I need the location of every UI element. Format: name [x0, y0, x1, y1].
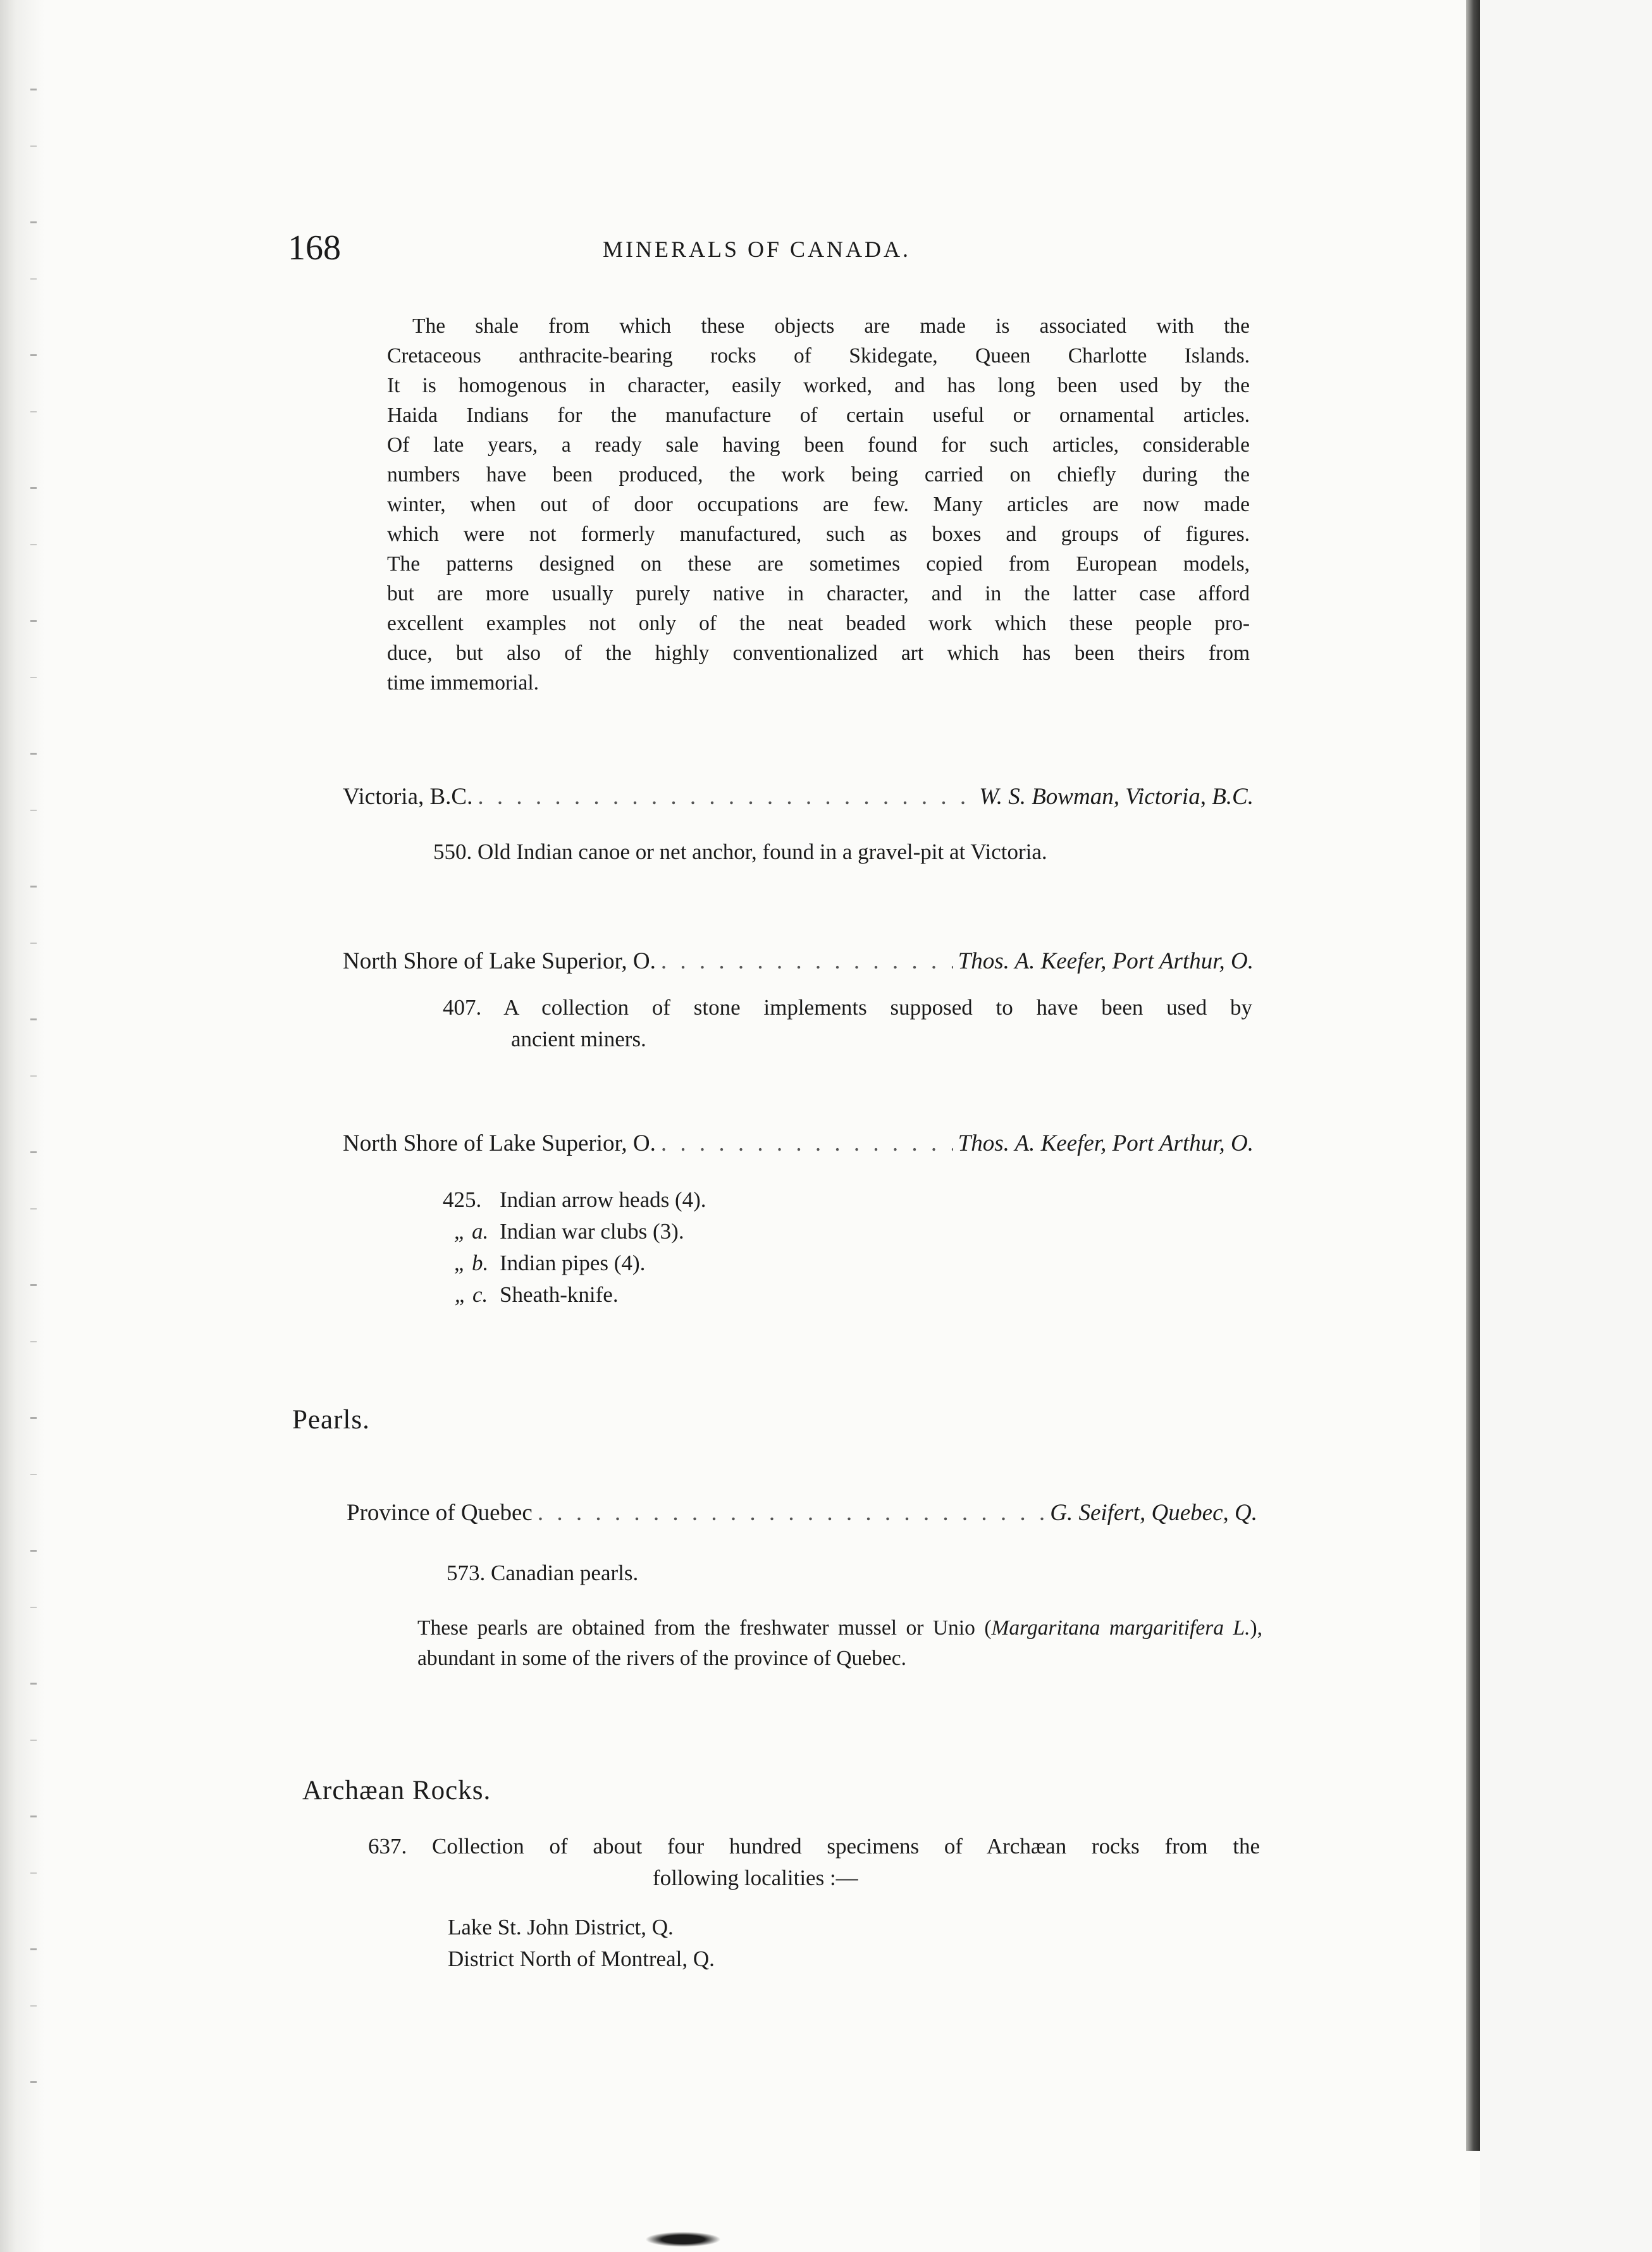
paragraph-line: The shale from which these objects are made is associated with the	[412, 314, 1250, 338]
list-item	[443, 1247, 706, 1279]
paragraph-line: The patterns designed on these are sometimes copied from European models,	[387, 552, 1250, 576]
locality-donor: Thos. A. Keefer, Port Arthur, O.	[958, 1130, 1254, 1156]
locality-donor: G. Seifert, Quebec, Q.	[1050, 1500, 1257, 1526]
locality-donor: W. S. Bowman, Victoria, B.C.	[979, 784, 1254, 810]
scan-facing-page	[1480, 0, 1652, 2252]
paragraph-line: time immemorial.	[387, 671, 539, 695]
section-heading-archaean: Archæan Rocks.	[302, 1776, 491, 1805]
entry-text: Indian arrow heads (4).	[500, 1187, 706, 1212]
specimen-entry	[433, 836, 1047, 868]
locality-place: Province of Quebec	[347, 1500, 533, 1526]
species-name: Margaritana margaritifera L.	[991, 1616, 1250, 1640]
entry-text: Old Indian canoe or net anchor, found in a gravel-pit at Victoria.	[478, 839, 1047, 864]
pearls-note: These pearls are obtained from the freshwater mussel or Unio (Margaritana margaritifera L.), abundant in some of the rivers of the province of Quebec.	[417, 1616, 1262, 1670]
list-item	[443, 1216, 706, 1247]
specimen-entry	[447, 1557, 638, 1589]
locality-line	[343, 1130, 1254, 1157]
paragraph-line: Haida Indians for the manufacture of certain useful or ornamental articles.	[387, 404, 1250, 427]
section-heading-pearls: Pearls.	[292, 1405, 370, 1435]
leader-dots	[661, 1130, 953, 1157]
entry-text: Indian pipes (4).	[500, 1251, 646, 1275]
scan-bottom-mark	[645, 2232, 721, 2247]
paragraph-line: Of late years, a ready sale having been found for such articles, considerable	[387, 433, 1250, 457]
locality-line	[343, 783, 1254, 810]
scan-edge-speckle	[30, 89, 37, 2113]
entry-number: 550.	[433, 839, 472, 864]
entry-text: Canadian pearls.	[491, 1561, 639, 1585]
shale-paragraph	[387, 311, 1250, 698]
locality-line	[347, 1499, 1257, 1526]
entry-text-continued: ancient miners.	[511, 1027, 646, 1051]
leader-dots	[478, 783, 974, 810]
paragraph-line: excellent examples not only of the neat beaded work which these people pro-	[387, 612, 1250, 635]
entry-ditto: „ b.	[453, 1251, 489, 1275]
entry-ditto: „ a.	[453, 1219, 489, 1244]
locality-place: North Shore of Lake Superior, O.	[343, 948, 656, 974]
entry-number: 407.	[443, 995, 482, 1020]
locality-place: Victoria, B.C.	[343, 784, 473, 810]
entry-number: 637.	[368, 1834, 407, 1859]
entry-text-continued: following localities :—	[653, 1865, 858, 1890]
paragraph-line: which were not formerly manufactured, such as boxes and groups of figures.	[387, 523, 1250, 546]
paragraph-line: It is homogenous in character, easily worked, and has long been used by the	[387, 374, 1250, 397]
paragraph-line: Cretaceous anthracite-bearing rocks of Skidegate, Queen Charlotte Islands.	[387, 344, 1250, 368]
entry-ditto: „ c.	[454, 1282, 488, 1307]
locality-place: North Shore of Lake Superior, O.	[343, 1130, 656, 1156]
list-item: Lake St. John District, Q.	[448, 1915, 674, 1940]
paragraph-line: winter, when out of door occupations are few. Many articles are now made	[387, 493, 1250, 516]
entry-number: 573.	[447, 1561, 486, 1585]
page-number: 168	[288, 228, 341, 268]
specimen-entry	[368, 1831, 1260, 1894]
running-title: MINERALS OF CANADA.	[603, 237, 911, 262]
paragraph-line: duce, but also of the highly conventionalized art which has been theirs from	[387, 641, 1250, 665]
list-item	[443, 1279, 706, 1311]
entry-text: Sheath-knife.	[500, 1282, 619, 1307]
leader-dots	[538, 1499, 1045, 1526]
scan-left-edge	[0, 0, 44, 2252]
locality-line	[343, 948, 1254, 975]
entry-text: Indian war clubs (3).	[500, 1219, 684, 1244]
specimen-list	[443, 1184, 706, 1311]
list-item: District North of Montreal, Q.	[448, 1946, 715, 1971]
entry-text: Collection of about four hundred specimens of Archæan rocks from the	[431, 1834, 1260, 1859]
locality-list	[448, 1912, 715, 1975]
specimen-entry	[443, 992, 1252, 1055]
paragraph-line: numbers have been produced, the work being carried on chiefly during the	[387, 463, 1250, 486]
entry-number: 425.	[443, 1187, 482, 1212]
leader-dots	[661, 948, 953, 975]
list-item	[443, 1184, 706, 1216]
scan-gutter-shadow	[1466, 0, 1480, 2151]
paragraph-line: but are more usually purely native in character, and in the latter case afford	[387, 582, 1250, 605]
entry-text: A collection of stone implements supposed to have been used by	[503, 995, 1253, 1020]
locality-donor: Thos. A. Keefer, Port Arthur, O.	[958, 948, 1254, 974]
